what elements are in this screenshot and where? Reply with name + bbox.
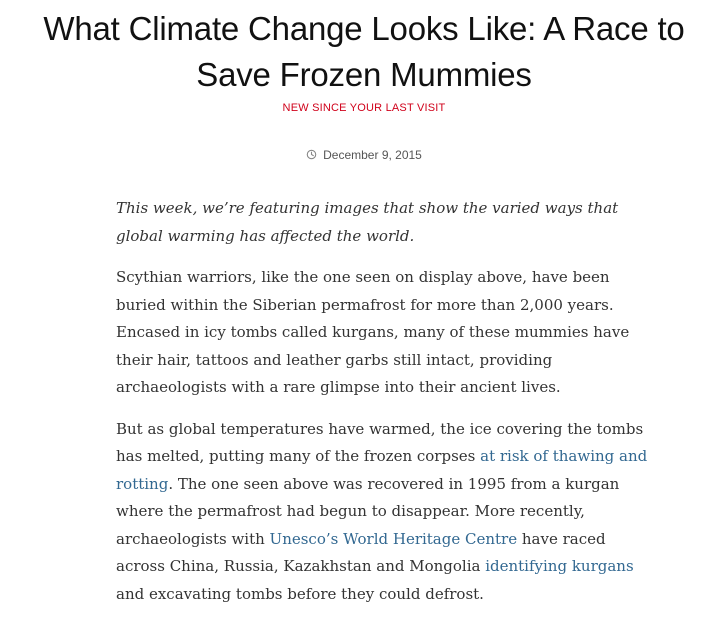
- dateline: [0, 146, 728, 165]
- paragraph-line: their hair, tattoos and leather garbs still intact, providing: [116, 350, 553, 369]
- headline-line-1: What Climate Change Looks Like: A Race to: [43, 10, 685, 47]
- rotting-link[interactable]: rotting: [116, 474, 169, 493]
- paragraph-line: archaeologists with a rare glimpse into their ancient lives.: [116, 378, 561, 396]
- identifying-kurgans-link[interactable]: identifying kurgans: [485, 557, 634, 575]
- paragraph-line: [116, 526, 636, 554]
- paragraph-line: Scythian warriors, like the one seen on display above, have been: [116, 268, 610, 286]
- paragraph-line: [116, 443, 648, 471]
- paragraph-line: buried within the Siberian permafrost for more than 2,000 years.: [116, 295, 614, 314]
- clock-icon: [306, 147, 317, 165]
- thawing-risk-link[interactable]: at risk of thawing and: [480, 447, 648, 465]
- paragraph-text: have raced: [517, 529, 606, 548]
- intro-line: global warming has affected the world.: [116, 226, 415, 245]
- new-since-last-visit-badge: NEW SINCE YOUR LAST VISIT: [282, 102, 446, 114]
- article-body: [116, 195, 648, 622]
- paragraph-text: across China, Russia, Kazakhstan and Mongolia: [116, 557, 486, 575]
- paragraph-text: archaeologists with: [116, 529, 270, 548]
- paragraph-line: where the permafrost had begun to disappear. More recently,: [116, 502, 585, 520]
- paragraph-text: has melted, putting many of the frozen corpses: [116, 447, 481, 465]
- article-headline: [0, 6, 728, 98]
- paragraph-line: But as global temperatures have warmed, the ice covering the tombs: [116, 419, 644, 438]
- unesco-world-heritage-link[interactable]: Unesco’s World Heritage Centre: [269, 529, 518, 548]
- publish-date: December 9, 2015: [323, 148, 422, 162]
- body-paragraph-2: [116, 416, 648, 609]
- paragraph-line: [116, 553, 636, 581]
- paragraph-line: Encased in icy tombs called kurgans, many of these mummies have: [116, 323, 630, 341]
- paragraph-text: . The one seen above was recovered in 1995 from a kurgan: [168, 474, 620, 493]
- intro-paragraph: [116, 195, 636, 250]
- body-paragraph-1: [116, 264, 636, 402]
- paragraph-line: and excavating tombs before they could defrost.: [116, 584, 484, 603]
- paragraph-line: [116, 471, 636, 499]
- headline-line-2: Save Frozen Mummies: [196, 56, 532, 93]
- intro-line: This week, we’re featuring images that show the varied ways that: [116, 199, 619, 217]
